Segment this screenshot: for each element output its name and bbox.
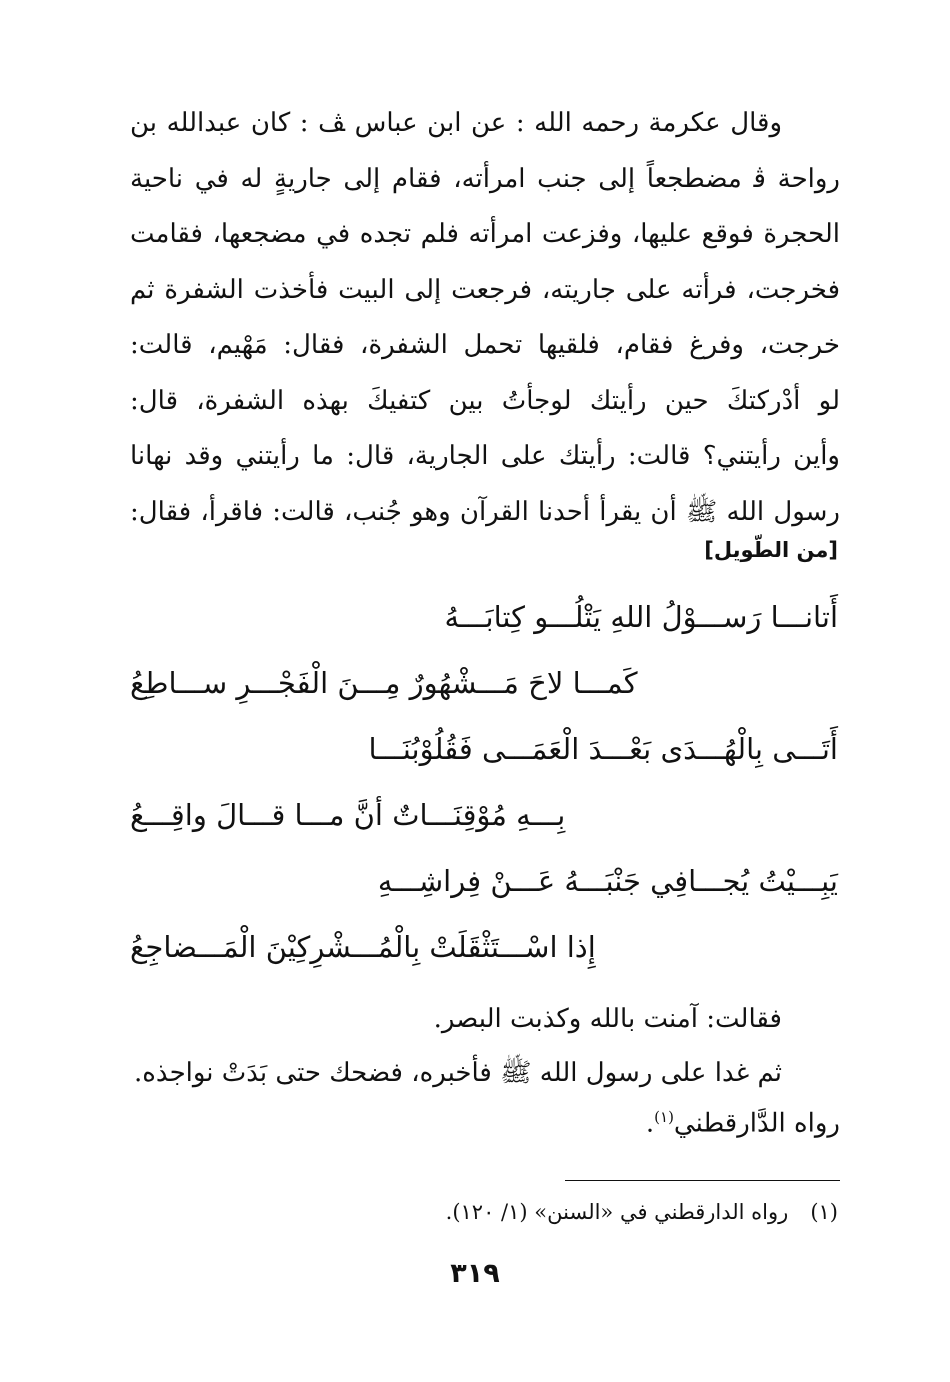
closing-line-attribution xyxy=(130,1108,840,1139)
verse-hemistich: أَتانـــا رَســـوْلُ اللهِ يَتْلُـــو كِتابَـــهُ xyxy=(444,600,838,634)
main-text xyxy=(130,96,840,540)
text-line: رواحة ﭬ مضطجعاً إلى جنب امرأته، فقام إلى جاريةٍ له في ناحية xyxy=(130,163,840,194)
verse-hemistich: يَبِـــيْتُ يُجـــافِي جَنْبَـــهُ عَـــنْ فِراشِـــهِ xyxy=(377,864,838,898)
verse-hemistich: إِذا اسْـــتَثْقَلَتْ بِالْمُـــشْرِكِيْنَ الْمَـــضاجِعُ xyxy=(130,930,596,964)
closing-line: ثم غدا على رسول الله ﷺ فأخبره، فضحك حتى بَدَتْ نواجذه. xyxy=(134,1058,782,1088)
text-line: وقال عكرمة رحمه الله : عن ابن عباس ﭫ : كان عبدالله بن xyxy=(130,108,782,138)
text-line: خرجت، وفرغ فقام، فلقيها تحمل الشفرة، فقال: مَهْيم، قالت: xyxy=(130,330,840,360)
closing-line: فقالت: آمنت بالله وكذبت البصر. xyxy=(433,1004,782,1034)
footnote-separator xyxy=(565,1180,840,1181)
verse-hemistich: أَتَـــى بِالْهُـــدَى بَعْـــدَ الْعَمَـــى فَقُلُوْبُنَـــا xyxy=(368,732,838,766)
footnote-number: (١) xyxy=(810,1200,838,1224)
footnote xyxy=(446,1200,838,1224)
text-line: فخرجت، فرأته على جاريته، فرجعت إلى البيت فأخذت الشفرة ثم xyxy=(130,274,840,305)
verse-hemistich: بِـــهِ مُوْقِنَـــاتٌ أنَّ مـــا قـــالَ واقِـــعُ xyxy=(130,798,566,832)
text-line: الحجرة فوقع عليها، وفزعت امرأته فلم تجده في مضجعها، فقامت xyxy=(130,219,840,249)
attribution-period: . xyxy=(645,1108,655,1139)
footnote-text: رواه الدارقطني في «السنن» (١/ ١٢٠). xyxy=(445,1200,789,1224)
text-line: لو أدْركتكَ حين رأيتك لوجأتُ بين كتفيكَ بهذه الشفرة، قال: xyxy=(130,385,840,416)
page-number: ٣١٩ xyxy=(450,1258,500,1289)
footnote-reference: (١) xyxy=(654,1108,674,1126)
text-line: رسول الله ﷺ أن يقرأ أحدنا القرآن وهو جُنب، قالت: فاقرأ، فقال: xyxy=(130,496,840,527)
verse-hemistich: كَمـــا لاحَ مَـــشْهُورٌ مِـــنَ الْفَجْـــرِ ســـاطِعُ xyxy=(130,666,638,700)
attribution-text: رواه الدَّارقطني xyxy=(673,1108,840,1139)
poem-meter-label: [من الطّويل] xyxy=(704,538,838,562)
text-line: وأين رأيتني؟ قالت: رأيتك على الجارية، قال: ما رأيتني وقد نهانا xyxy=(130,441,840,471)
